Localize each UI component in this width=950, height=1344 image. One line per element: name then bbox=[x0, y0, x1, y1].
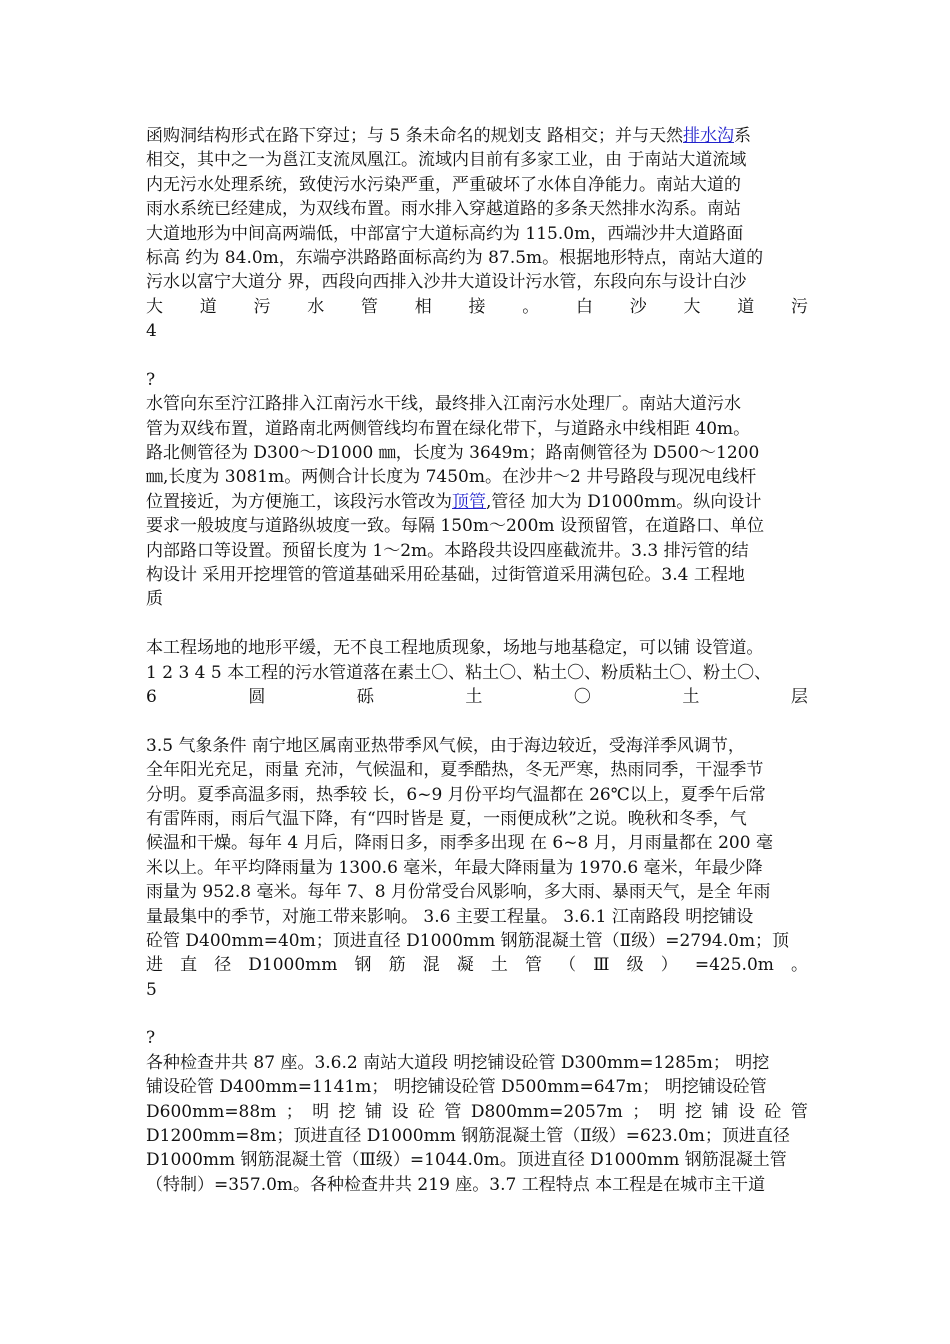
justified-token: 砾 bbox=[356, 686, 374, 707]
document-body bbox=[146, 124, 808, 1197]
text-line: 各种检查井共 87 座。3.6.2 南站大道段 明挖铺设砼管 D300mm=1285m； 明挖 bbox=[146, 1052, 770, 1073]
text-line: 1 2 3 4 5 本工程的污水管道落在素土〇、粘土〇、粘土〇、粉质粘土〇、粉土〇、 bbox=[146, 662, 772, 683]
text-line: 3.5 气象条件 南宁地区属南亚热带季风气候，由于海边较近，受海洋季风调节， bbox=[146, 735, 745, 756]
justified-token: ； bbox=[285, 1101, 303, 1122]
justified-token: 凝 bbox=[456, 955, 474, 976]
spacer bbox=[146, 344, 808, 368]
justified-token: D800mm=2057m bbox=[470, 1101, 623, 1122]
justified-token: 相 bbox=[414, 296, 432, 317]
justified-token: 土 bbox=[465, 686, 483, 707]
justified-token: Ⅲ bbox=[593, 955, 610, 976]
justified-line bbox=[146, 1100, 808, 1124]
text-line: 本工程场地的地形平缓，无不良工程地质现象，场地与地基稳定，可以铺 设管道。 bbox=[146, 638, 764, 659]
text-line: 位置接近，为方便施工，该段污水管改为顶管,管径 加大为 D1000mm。纵向设计 bbox=[146, 491, 762, 512]
justified-token: 大 bbox=[683, 296, 701, 317]
spacer bbox=[146, 1002, 808, 1026]
text-line: 函购洞结构形式在路下穿过；与 5 条未命名的规划支 路相交；并与天然排水沟系 bbox=[146, 126, 752, 146]
justified-line bbox=[146, 685, 808, 709]
text-line: D1200mm=8m；顶进直径 D1000mm 钢筋混凝土管（Ⅱ级）=623.0m；顶进直径 bbox=[146, 1126, 790, 1147]
justified-token: 进 bbox=[146, 955, 163, 976]
text-line: 要求一般坡度与道路纵坡度一致。每隔 150m～200m 设预留管，在道路口、单位 bbox=[146, 516, 764, 537]
justified-token: 沙 bbox=[629, 296, 647, 317]
text-line: 标高 约为 84.0m，东端亭洪路路面标高约为 87.5m。根据地形特点，南站大道的 bbox=[146, 247, 764, 268]
justified-token: 污 bbox=[791, 296, 808, 317]
justified-line bbox=[146, 295, 808, 319]
text-line: 水管向东至泞江路排入江南污水干线，最终排入江南污水处理厂。南站大道污水 bbox=[146, 394, 741, 415]
text-line: 米以上。年平均降雨量为 1300.6 毫米，年最大降雨量为 1970.6 毫米，年最少降 bbox=[146, 857, 763, 878]
text-line: （特制）=357.0m。各种检查井共 219 座。3.7 工程特点 本工程是在城市主干道 bbox=[146, 1174, 766, 1195]
text-line: 管为双线布置，道路南北两侧管线均布置在绿化带下，与道路永中线相距 40m。 bbox=[146, 418, 751, 439]
justified-token: 道 bbox=[199, 296, 217, 317]
text-line: 大道地形为中间高两端低，中部富宁大道标高约为 115.0m，西端沙井大道路面 bbox=[146, 223, 744, 244]
justified-token: 径 bbox=[214, 955, 232, 976]
justified-token: 混 bbox=[422, 955, 440, 976]
justified-token: 挖 bbox=[338, 1101, 356, 1122]
justified-token: 层 bbox=[790, 686, 808, 707]
justified-token: 土 bbox=[490, 955, 508, 976]
text-line: 相交，其中之一为邕江支流凤凰江。流域内目前有多家工业，由 于南站大道流域 bbox=[146, 150, 747, 171]
justified-token: 管 bbox=[361, 296, 378, 317]
justified-token: 筋 bbox=[388, 955, 406, 976]
justified-token: 铺 bbox=[365, 1101, 383, 1122]
justified-token: 级 bbox=[626, 955, 644, 976]
justified-token: 道 bbox=[737, 296, 755, 317]
text-line: 候温和干燥。每年 4 月后，降雨日多，雨季多出现 在 6~8 月，月雨量都在 200 毫 bbox=[146, 833, 773, 854]
justified-token: 水 bbox=[307, 296, 325, 317]
text-line: 雨量为 952.8 毫米。每年 7、8 月份常受台风影响，多大雨、暴雨天气，是全 年雨 bbox=[146, 882, 771, 903]
justified-token: 挖 bbox=[685, 1101, 703, 1122]
justified-token: 管 bbox=[790, 1101, 808, 1122]
justified-token: 设 bbox=[391, 1101, 409, 1122]
justified-token: D1000mm bbox=[248, 955, 338, 976]
link-paishuigou[interactable]: 排水沟 bbox=[683, 126, 735, 146]
justified-token: 明 bbox=[658, 1101, 676, 1122]
text-line: 路北侧管径为 D300～D1000 ㎜，长度为 3649m；路南侧管径为 D500～1200 bbox=[146, 443, 760, 464]
text-line: 构设计 采用开挖埋管的管道基础采用砼基础，过街管道采用满包砼。3.4 工程地 bbox=[146, 565, 745, 586]
justified-token: D600mm=88m bbox=[146, 1101, 277, 1122]
justified-token: 管 bbox=[444, 1101, 462, 1122]
justified-token: 直 bbox=[180, 955, 198, 976]
text-line: 内无污水处理系统，致使污水污染严重，严重破坏了水体自净能力。南站大道的 bbox=[146, 174, 741, 195]
justified-token: 6 bbox=[146, 686, 157, 707]
justified-token: =425.0m bbox=[694, 955, 774, 976]
justified-token: 设 bbox=[737, 1101, 755, 1122]
text-line: ㎜,长度为 3081m。两侧合计长度为 7450m。在沙井～2 井号路段与现况电线杆 bbox=[146, 467, 757, 488]
page-break-marker: ? bbox=[146, 369, 156, 390]
justified-token: 管 bbox=[524, 955, 542, 976]
text-line: 污水以富宁大道分 界，西段向西排入沙井大道设计污水管，东段向东与设计白沙 bbox=[146, 272, 747, 293]
text-line: 内部路口等设置。预留长度为 1～2m。本路段共设四座截流井。3.3 排污管的结 bbox=[146, 540, 749, 561]
text-line: 有雷阵雨，雨后气温下降，有“四时皆是 夏，一雨便成秋”之说。晚秋和冬季，气 bbox=[146, 808, 747, 829]
justified-token: （ bbox=[559, 955, 577, 976]
justified-token: ） bbox=[660, 955, 678, 976]
justified-token: 。 bbox=[791, 955, 808, 976]
justified-token: 。 bbox=[522, 296, 540, 317]
justified-token: 铺 bbox=[711, 1101, 729, 1122]
justified-token: 接 bbox=[468, 296, 486, 317]
spacer bbox=[146, 709, 808, 733]
text-line: 雨水系统已经建成，为双线布置。雨水排入穿越道路的多条天然排水沟系。南站 bbox=[146, 199, 741, 220]
justified-token: 圆 bbox=[248, 686, 266, 707]
justified-token: 大 bbox=[146, 296, 163, 317]
page-number: 4 bbox=[146, 321, 157, 342]
justified-token: 〇 bbox=[573, 686, 591, 707]
text-line: 砼管 D400mm=40m；顶进直径 D1000mm 钢筋混凝土管（Ⅱ级）=2794.0m；顶 bbox=[146, 930, 790, 951]
justified-token: ； bbox=[632, 1101, 650, 1122]
text-line: 质 bbox=[146, 589, 163, 610]
page-break-marker: ? bbox=[146, 1028, 156, 1049]
justified-token: 钢 bbox=[354, 955, 372, 976]
text-line: 分明。夏季高温多雨，热季较 长，6~9 月份平均气温都在 26℃以上，夏季午后常 bbox=[146, 784, 766, 805]
justified-token: 砼 bbox=[417, 1101, 435, 1122]
page-number: 5 bbox=[146, 979, 157, 1000]
justified-token: 白 bbox=[576, 296, 593, 317]
spacer bbox=[146, 612, 808, 636]
text-line: 全年阳光充足，雨量 充沛，气候温和，夏季酷热，冬无严寒，热雨同季，干湿季节 bbox=[146, 760, 764, 781]
link-dingguan[interactable]: 顶管 bbox=[452, 491, 486, 512]
text-line: 铺设砼管 D400mm=1141m； 明挖铺设砼管 D500mm=647m； 明挖铺设砼管 bbox=[146, 1077, 767, 1098]
justified-token: 污 bbox=[253, 296, 271, 317]
justified-line bbox=[146, 953, 808, 977]
justified-token: 明 bbox=[312, 1101, 330, 1122]
justified-token: 土 bbox=[682, 686, 700, 707]
justified-token: 砼 bbox=[764, 1101, 782, 1122]
text-line: D1000mm 钢筋混凝土管（Ⅲ级）=1044.0m。顶进直径 D1000mm 钢筋混凝土管 bbox=[146, 1150, 787, 1171]
text-line: 量最集中的季节，对施工带来影响。 3.6 主要工程量。 3.6.1 江南路段 明挖铺设 bbox=[146, 906, 754, 927]
